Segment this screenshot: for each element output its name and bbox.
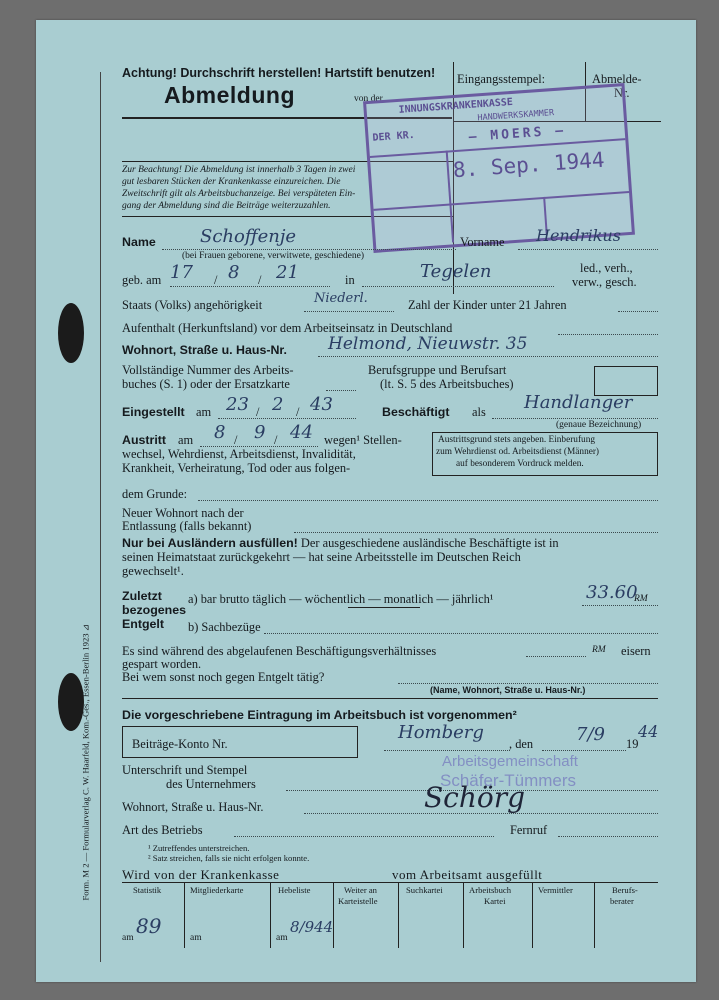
auslaender-text-1: Der ausgeschiedene ausländische Beschäftigte ist in	[300, 536, 559, 550]
hw-ort: Homberg	[398, 722, 484, 743]
mitgliederkarte-am: am	[190, 933, 202, 943]
hw-wohnort: Helmond, Nieuwstr. 35	[328, 334, 528, 354]
hw-name: Schoffenje	[200, 226, 297, 247]
name-sub: (bei Frauen geborene, verwitwete, geschiedene)	[182, 251, 364, 261]
hw-eingestellt-y: 43	[310, 394, 333, 415]
col-mitgliederkarte: Mitgliederkarte	[190, 885, 244, 895]
table-top-rule	[122, 882, 658, 883]
neuer-label-2: Entlassung (falls bekannt)	[122, 519, 252, 533]
hw-signature: Schörg	[424, 781, 526, 814]
col-divider-2	[270, 882, 271, 948]
hw-statistik: 89	[136, 914, 162, 938]
geb-line	[170, 286, 330, 287]
beschaeftigt-label: Beschäftigt	[382, 405, 450, 419]
col-berufsberater-2: berater	[610, 896, 634, 906]
fernruf-line	[558, 836, 658, 837]
in-label: in	[345, 273, 355, 287]
hw-austritt-d: 8	[214, 422, 226, 443]
nummer-label-2: buches (S. 1) oder der Ersatzkarte	[122, 377, 290, 391]
col-divider-7	[594, 882, 595, 948]
stamp-line-3: DER KR.	[372, 129, 416, 144]
staats-line	[304, 311, 394, 312]
hw-geb-month: 8	[228, 262, 240, 283]
unterschrift-label-2: des Unternehmers	[166, 777, 256, 791]
grund-box-line-1: Austrittsgrund stets angeben. Einberufung	[438, 435, 595, 445]
note-line-1: Zur Beachtung! Die Abmeldung ist innerhalb 3 Tagen in zwei	[122, 165, 356, 175]
footnote-1: ¹ Zutreffendes unterstreichen.	[148, 843, 250, 853]
eingestellt-am: am	[196, 405, 212, 419]
austritt-line-2: wechsel, Wehrdienst, Arbeitsdienst, Invalidität,	[122, 447, 356, 461]
konto-label: Beiträge-Konto Nr.	[132, 737, 228, 751]
col-vermittler: Vermittler	[538, 885, 573, 895]
fernruf-label: Fernruf	[510, 823, 548, 837]
geb-label: geb. am	[122, 273, 162, 287]
kinder-label: Zahl der Kinder unter 21 Jahren	[408, 298, 567, 312]
beruf-line	[492, 418, 658, 419]
datum-line	[542, 750, 626, 751]
wohnort-label: Wohnort, Straße u. Haus-Nr.	[122, 343, 287, 357]
ort-datum-line	[384, 750, 510, 751]
zuletzt-label: Zuletzt	[122, 589, 162, 603]
grund-box-line-2: zum Wehrdienst od. Arbeitsdienst (Männer)	[436, 447, 600, 457]
title-suffix: von der	[354, 94, 383, 104]
company-stamp-line-2: Schäfer-Tümmers	[440, 771, 577, 790]
name-label: Name	[122, 235, 156, 249]
hw-eingestellt-m: 2	[272, 394, 284, 415]
gespart-rm: RM	[592, 645, 606, 655]
austritt-label: Austritt	[122, 433, 167, 447]
eingestellt-sep-2: /	[296, 405, 300, 419]
beruf-label-1: Berufsgruppe und Berufsart	[368, 363, 507, 377]
col-divider-4	[398, 882, 399, 948]
aufenthalt-label: Aufenthalt (Herkunftsland) vor dem Arbeitseinsatz in Deutschland	[122, 321, 453, 335]
table-right-header: vom Arbeitsamt ausgefüllt	[392, 867, 543, 882]
art-line	[234, 836, 494, 837]
col-berufsberater: Berufs-	[612, 885, 638, 895]
auslaender-line-1	[122, 537, 559, 549]
col-divider-6	[532, 882, 533, 948]
grunde-line	[198, 500, 658, 501]
section-rule-1	[122, 698, 658, 699]
col-hebeliste: Hebeliste	[278, 885, 311, 895]
form-title: Abmeldung	[164, 82, 295, 108]
hw-eingestellt-d: 23	[226, 394, 249, 415]
col-divider-3	[333, 882, 334, 948]
col-divider-1	[184, 882, 185, 948]
wohnort2-label: Wohnort, Straße u. Haus-Nr.	[122, 800, 264, 814]
den-label: , den	[509, 737, 534, 751]
hw-staats: Niederl.	[314, 291, 368, 306]
statistik-am: am	[122, 933, 134, 943]
stamp-line-4: — MOERS —	[468, 123, 567, 146]
abmelde-nr-label-2: Nr.	[614, 86, 630, 100]
auslaender-line-2: seinen Heimatstaat zurückgekehrt — hat seine Arbeitsstelle im Deutschen Reich	[122, 550, 521, 564]
note-line-4: gang der Abmeldung sind die Beiträge weiterzuzahlen.	[122, 201, 331, 211]
table-left-header: Wird von der Krankenkasse	[122, 867, 280, 882]
footnote-2: ² Satz streichen, falls sie nicht erfolgen konnte.	[148, 853, 310, 863]
marital-2: verw., gesch.	[572, 275, 637, 289]
stamp-date: 8. Sep. 1944	[452, 147, 606, 183]
sonst-sub: (Name, Wohnort, Straße u. Haus-Nr.)	[430, 685, 586, 695]
wegen-label: wegen¹ Stellen-	[324, 433, 402, 447]
wohnort-line	[318, 356, 658, 357]
left-rule	[100, 72, 101, 962]
auslaender-line-3: gewechselt¹.	[122, 564, 184, 578]
col-weiter-2: Karteistelle	[338, 896, 378, 906]
col-weiter: Weiter an	[344, 885, 377, 895]
nummer-label-1: Vollständige Nummer des Arbeits-	[122, 363, 294, 377]
genaue-bezeichnung: (genaue Bezeichnung)	[556, 420, 642, 430]
art-label: Art des Betriebs	[122, 823, 203, 837]
unterschrift-label-1: Unterschrift und Stempel	[122, 763, 248, 777]
ort-line	[362, 286, 554, 287]
hw-austritt-m: 9	[254, 422, 266, 443]
aufenthalt-line	[558, 334, 658, 335]
bezogenes-label: bezogenes	[122, 603, 187, 617]
marital-1: led., verh.,	[580, 261, 633, 275]
hw-geb-ort: Tegelen	[420, 261, 492, 282]
note-line-2: gut lesbaren Stücken der Krankenkasse einzureichen. Die	[122, 177, 341, 187]
grunde-label: dem Grunde:	[122, 487, 188, 501]
jahr-label: 19	[626, 737, 639, 751]
geb-sep-2: /	[258, 273, 262, 287]
auslaender-bold: Nur bei Ausländern ausfüllen!	[122, 536, 298, 550]
name-line	[162, 249, 456, 250]
grund-box-line-3: auf besonderem Vordruck melden.	[456, 459, 584, 469]
punch-hole-top	[58, 303, 84, 363]
austritt-sep-1: /	[234, 433, 238, 447]
eintragung-label: Die vorgeschriebene Eintragung im Arbeitsbuch ist vorgenommen²	[122, 708, 517, 722]
received-stamp-label: Eingangsstempel:	[457, 72, 546, 86]
gespart-line-1: Es sind während des abgelaufenen Beschäftigungsverhältnisses	[122, 644, 437, 658]
entgelt-label: Entgelt	[122, 617, 164, 631]
header-notice: Achtung! Durchschrift herstellen! Hartstift benutzen!	[122, 66, 436, 80]
col-arbeitsbuch: Arbeitsbuch	[469, 885, 512, 895]
staats-label: Staats (Volks) angehörigkeit	[122, 298, 263, 312]
hw-austritt-y: 44	[290, 422, 313, 443]
gespart-dots	[526, 656, 586, 657]
col-arbeitsbuch-2: Kartei	[484, 896, 506, 906]
hw-geb-day: 17	[170, 262, 193, 283]
sachbezuege-label: b) Sachbezüge	[188, 620, 261, 634]
vorname-line	[518, 249, 658, 250]
stamp-line-2: HANDWERKSKAMMER	[477, 108, 555, 124]
woechentlich-underline	[348, 607, 420, 608]
eingestellt-line	[218, 418, 356, 419]
col-divider-5	[463, 882, 464, 948]
beschaeftigt-als: als	[472, 405, 486, 419]
kinder-line	[618, 311, 658, 312]
col-suchkartei: Suchkartei	[406, 885, 443, 895]
brutto-label: a) bar brutto täglich — wöchentlich — monatlich — jährlich¹	[188, 592, 494, 606]
hebeliste-am: am	[276, 933, 288, 943]
hw-lohn: 33.60	[586, 582, 638, 603]
austritt-sep-2: /	[274, 433, 278, 447]
sonst-label: Bei wem sonst noch gegen Entgelt tätig?	[122, 670, 325, 684]
eingestellt-label: Eingestellt	[122, 405, 185, 419]
form-card	[36, 20, 696, 982]
abmelde-nr-label: Abmelde-	[592, 72, 642, 86]
gespart-eisern: eisern	[621, 644, 651, 658]
company-stamp-line-1: Arbeitsgemeinschaft	[442, 753, 578, 770]
sachbezuege-line	[264, 633, 658, 634]
note-line-3: Zweitschrift gilt als Arbeitsbuchanzeige. Bei verspäteten Ein-	[122, 189, 356, 199]
austritt-am: am	[178, 433, 194, 447]
neuer-label-1: Neuer Wohnort nach der	[122, 506, 244, 520]
nummer-line	[326, 390, 356, 391]
eingestellt-sep-1: /	[256, 405, 260, 419]
neuer-line	[294, 532, 658, 533]
sonst-line	[398, 683, 658, 684]
lohn-rm: RM	[634, 594, 648, 604]
hw-geb-year: 21	[276, 262, 299, 283]
hw-hebeliste: 8/944	[290, 918, 334, 936]
sidebar-form-text: Form. M 2 — Formularverlag C. W. Haarfeld, Kom.-Ges., Essen-Berlin 1923 ⊿	[80, 624, 91, 901]
beruf-label-2: (lt. S. 5 des Arbeitsbuches)	[380, 377, 514, 391]
hw-vorname: Hendrikus	[536, 226, 621, 245]
wohnort2-line	[304, 813, 658, 814]
hw-beruf: Handlanger	[524, 392, 633, 413]
hw-datum: 7/9	[576, 724, 605, 745]
geb-sep-1: /	[214, 273, 218, 287]
hw-jahr: 44	[638, 722, 659, 741]
col-statistik: Statistik	[133, 885, 162, 895]
austritt-line-3: Krankheit, Verheiratung, Tod oder aus folgen-	[122, 461, 351, 475]
stamp-line-1: INNUNGSKRANKENKASSE	[398, 96, 514, 116]
vorname-label: Vorname	[460, 235, 505, 249]
lohn-line	[582, 605, 658, 606]
gespart-line-3: gespart worden.	[122, 657, 202, 671]
